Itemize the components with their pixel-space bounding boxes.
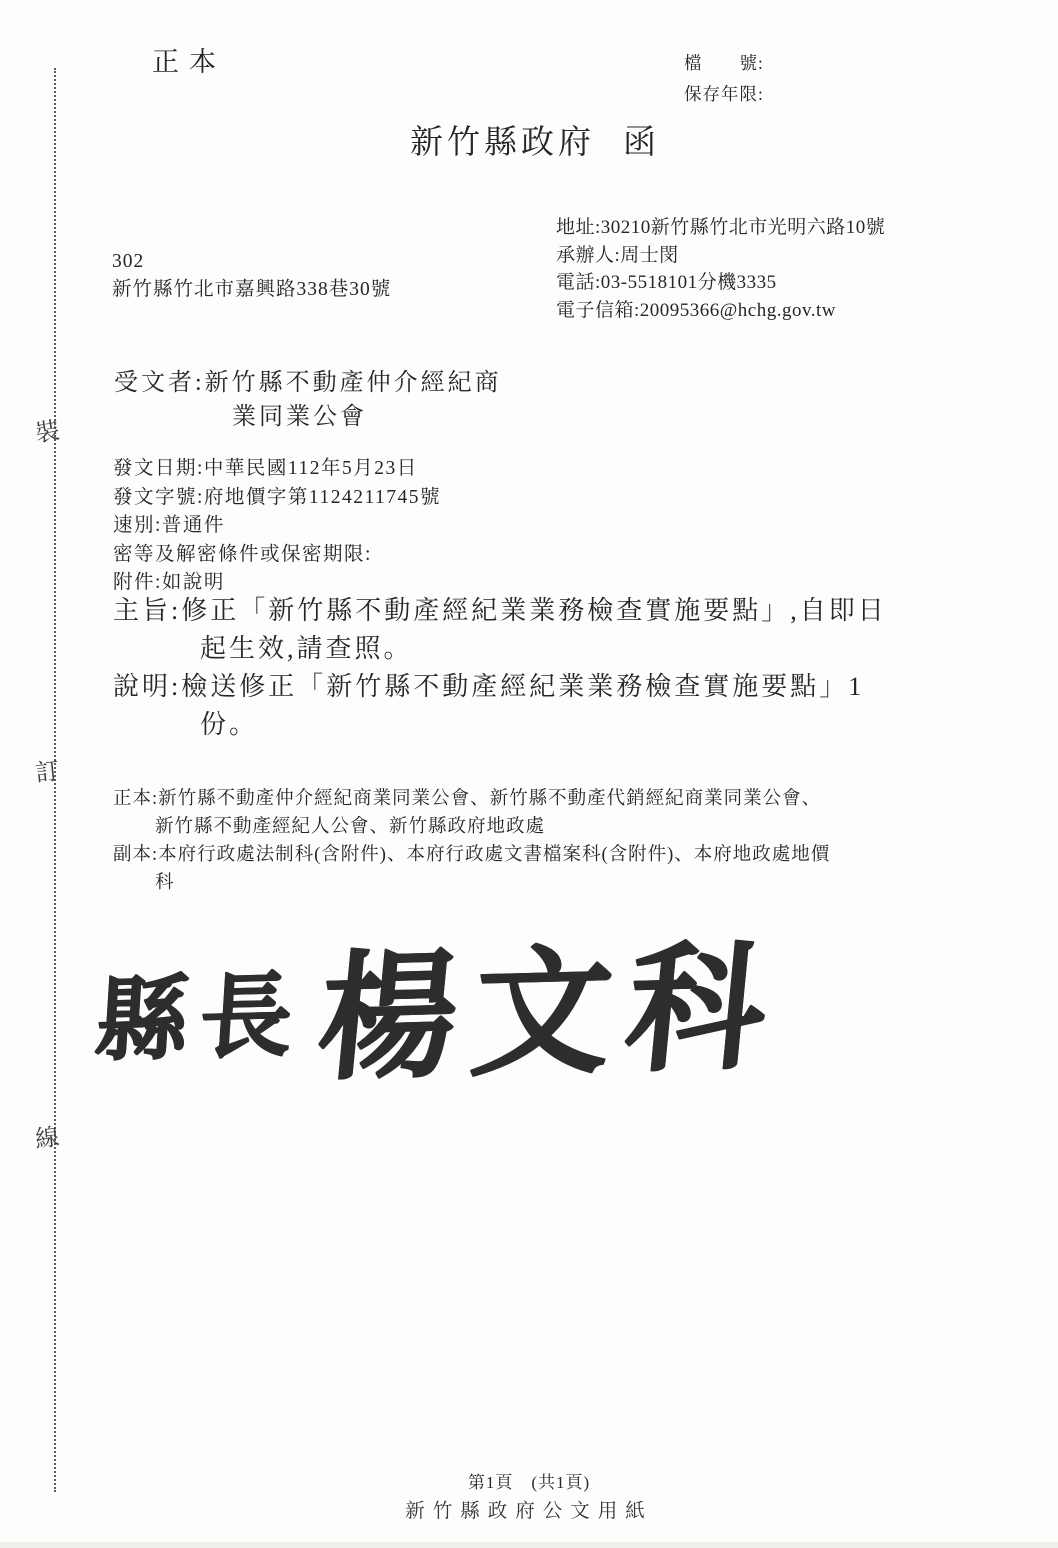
text-line: 電話:03-5518101分機3335 [556, 272, 777, 293]
official-paper-name: 新竹縣政府公文用紙 [405, 1501, 653, 1522]
text-line: 說明:檢送修正「新竹縣不動產經紀業業務檢查實施要點」1 [113, 672, 865, 701]
street-address: 新竹縣竹北市嘉興路338巷30號 [112, 279, 392, 300]
text-line: 主旨:修正「新竹縣不動產經紀業業務檢查實施要點」,自即日 [113, 596, 887, 625]
text-line: 科 [155, 873, 175, 893]
page-number: 第1頁 (共1頁) [467, 1473, 591, 1492]
title-spacer [595, 116, 623, 163]
addressee-address-block [112, 248, 391, 304]
copy-type-label: 正本 [152, 47, 226, 77]
document-title [410, 116, 660, 163]
file-no-label: 檔 號: [684, 53, 764, 73]
postal-code: 302 [112, 251, 145, 272]
contact-info-block [556, 214, 885, 324]
binding-mark-zhuang: 裝 [33, 418, 62, 448]
scan-edge-artifact [0, 1542, 1058, 1548]
text-line: 受文者:新竹縣不動產仲介經紀商 [114, 370, 502, 396]
text-line: 業同業公會 [232, 404, 367, 430]
text-line: 份。 [200, 710, 259, 739]
text-line: 副本:本府行政處法制科(含附件)、本府行政處文書檔案科(含附件)、本府地政處地價 [113, 845, 831, 865]
signer-title: 縣長 [92, 963, 307, 1072]
signer-name-calligraphy: 楊文科 [311, 930, 789, 1096]
text-line: 起生效,請查照。 [200, 634, 413, 663]
subject-block [113, 592, 887, 668]
document-type: 函 [623, 125, 660, 161]
text-line: 正本:新竹縣不動產仲介經紀商業同業公會、新竹縣不動產代銷經紀商業同業公會、 [113, 789, 822, 809]
file-number-block [684, 48, 764, 110]
dispatch-meta-block [113, 455, 441, 598]
text-line: 發文字號:府地價字第1124211745號 [113, 486, 441, 508]
text-line: 地址:30210新竹縣竹北市光明六路10號 [556, 217, 886, 238]
text-line: 附件:如說明 [113, 572, 225, 593]
text-line: 承辦人:周士閔 [556, 244, 679, 266]
binding-mark-ding: 訂 [34, 758, 61, 788]
signature-block [92, 907, 789, 1100]
issuing-org-name: 新竹縣政府 [410, 125, 595, 161]
text-line: 新竹縣不動產經紀人公會、新竹縣政府地政處 [155, 817, 546, 837]
text-line: 電子信箱:20095366@hchg.gov.tw [556, 299, 836, 321]
explanation-block [113, 668, 864, 744]
original-to-block [113, 785, 821, 841]
copy-to-block [113, 841, 830, 897]
text-line: 發文日期:中華民國112年5月23日 [113, 458, 418, 479]
text-line: 密等及解密條件或保密期限: [113, 543, 372, 565]
recipient-block [114, 366, 502, 434]
binding-mark-xian: 線 [34, 1124, 61, 1154]
text-line: 速別:普通件 [113, 515, 225, 536]
retention-period-label: 保存年限: [684, 84, 764, 104]
